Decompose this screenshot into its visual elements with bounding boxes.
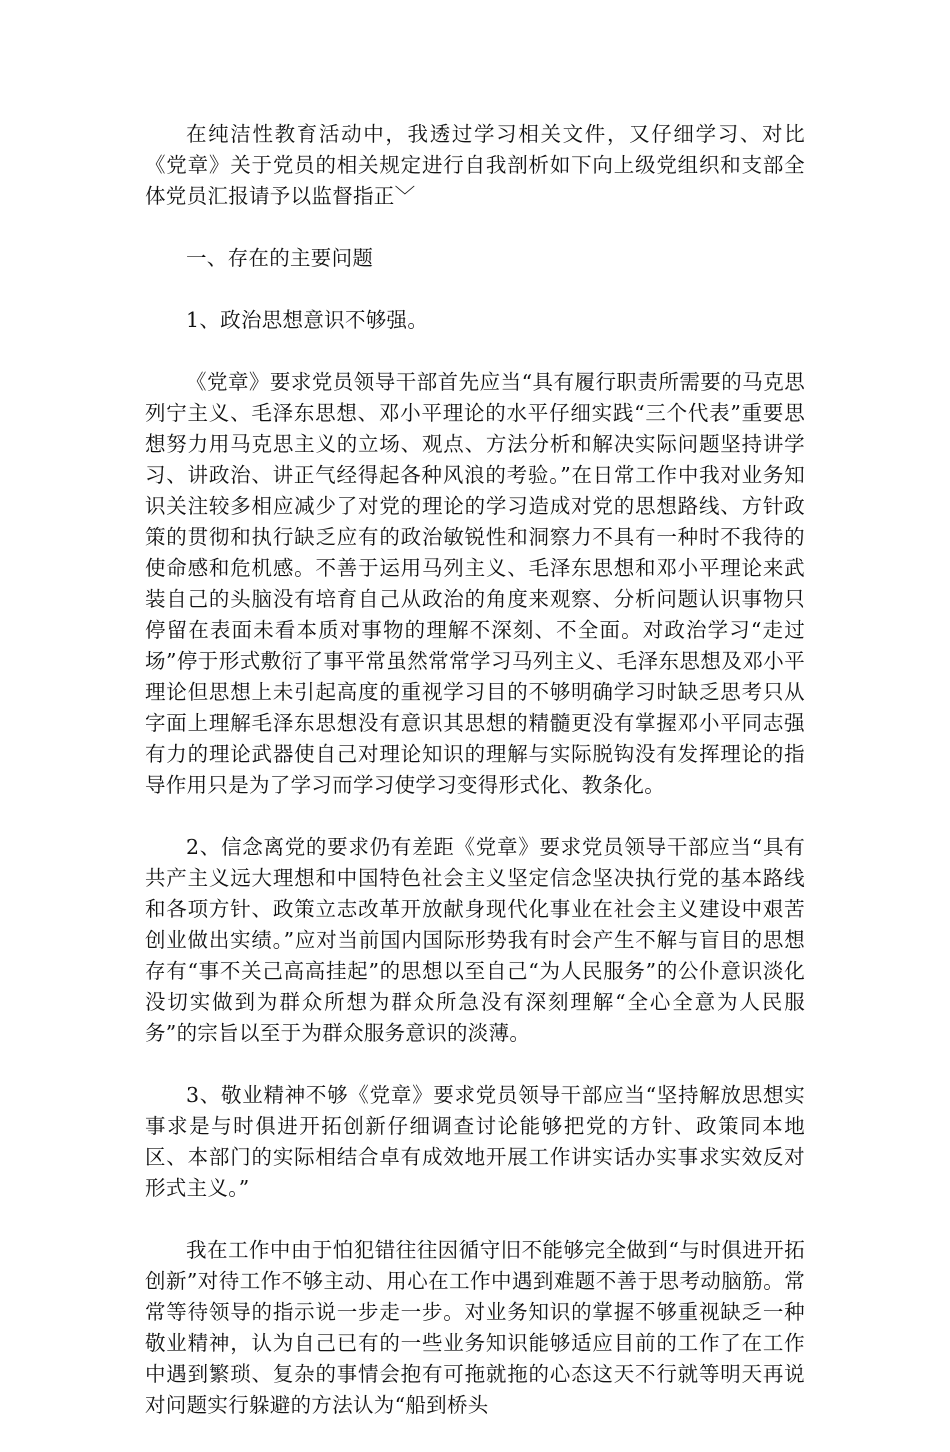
subheading-political-awareness: 1、政治思想意识不够强。 bbox=[186, 308, 429, 332]
intro-paragraph: 在纯洁性教育活动中，我透过学习相关文件，又仔细学习、对比《党章》关于党员的相关规定进行自我剖析如下向上级党组织和支部全体党员汇报请予以监督指正﹀ bbox=[145, 122, 805, 208]
paragraph-political-awareness: 《党章》要求党员领导干部首先应当“具有履行职责所需要的马克思列宁主义、毛泽东思想、邓小平理论的水平仔细实践“三个代表”重要思想努力用马克思主义的立场、观点、方法分析和解决实际问题坚持讲学习、讲政治、讲正气经得起各种风浪的考验。”在日常工作中我对业务知识关注较多相应减少了对党的理论的学习造成对党的思想路线、方针政策的贯彻和执行缺乏应有的政治敏锐性和洞察力不具有一种时不我待的使命感和危机感。不善于运用马列主义、毛泽东思想和邓小平理论来武装自己的头脑没有培育自己从政治的角度来观察、分析问题认识事物只停留在表面未看本质对事物的理解不深刻、不全面。对政治学习“走过场”停于形式敷衍了事平常虽然常常学习马列主义、毛泽东思想及邓小平理论但思想上未引起高度的重视学习目的不够明确学习时缺乏思考只从字面上理解毛泽东思想没有意识其思想的精髓更没有掌握邓小平同志强有力的理论武器使自己对理论知识的理解与实际脱钩没有发挥理论的指导作用只是为了学习而学习使学习变得形式化、教条化。 bbox=[145, 370, 805, 797]
paragraph-work-reflection: 我在工作中由于怕犯错往往因循守旧不能够完全做到“与时俱进开拓创新”对待工作不够主动、用心在工作中遇到难题不善于思考动脑筋。常常等待领导的指示说一步走一步。对业务知识的掌握不够重视缺乏一种敬业精神，认为自己已有的一些业务知识能够适应目前的工作了在工作中遇到繁琐、复杂的事情会抱有可拖就拖的心态这天不行就等明天再说对问题实行躲避的方法认为“船到桥头 bbox=[145, 1238, 805, 1417]
paragraph-belief-gap: 2、信念离党的要求仍有差距《党章》要求党员领导干部应当“具有共产主义远大理想和中国特色社会主义坚定信念坚决执行党的基本路线和各项方针、政策立志改革开放献身现代化事业在社会主义建设中艰苦创业做出实绩。”应对当前国内国际形势我有时会产生不解与盲目的思想存有“事不关己高高挂起”的思想以至自己“为人民服务”的公仆意识淡化没切实做到为群众所想为群众所急没有深刻理解“全心全意为人民服务”的宗旨以至于为群众服务意识的淡薄。 bbox=[145, 835, 805, 1045]
paragraph-dedication: 3、敬业精神不够《党章》要求党员领导干部应当“坚持解放思想实事求是与时俱进开拓创新仔细调查讨论能够把党的方针、政策同本地区、本部门的实际相结合卓有成效地开展工作讲实话办实事求实效反对形式主义。” bbox=[145, 1083, 805, 1200]
document-body bbox=[145, 119, 805, 1452]
section-heading: 一、存在的主要问题 bbox=[186, 246, 374, 270]
